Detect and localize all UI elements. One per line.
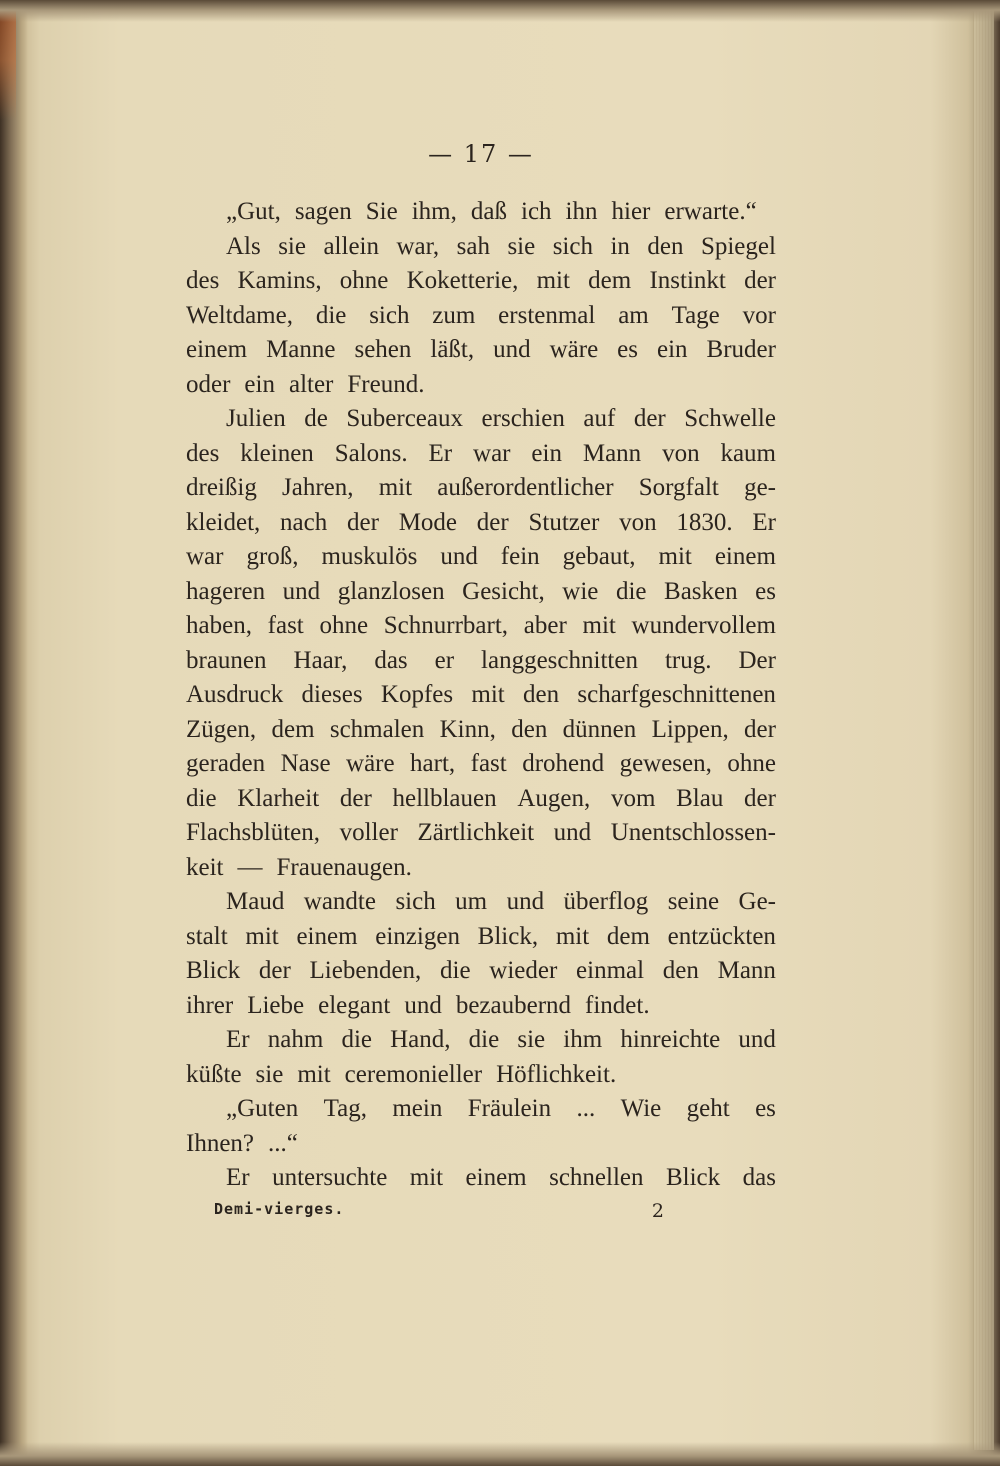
text-line: Weltdame, die sich zum erstenmal am Tage vor bbox=[186, 301, 776, 329]
text-line: kleidet, nach der Mode der Stutzer von 1830. Er bbox=[186, 508, 776, 536]
text-line: Ausdruck dieses Kopfes mit den scharfgeschnittenen bbox=[186, 681, 776, 708]
text-line: Maud wandte sich um und überflog seine Ge- bbox=[226, 888, 776, 915]
text-line: braunen Haar, das er langgeschnitten trug. Der bbox=[186, 646, 776, 674]
page-stack-edge bbox=[973, 10, 994, 1450]
text-line: Blick der Liebenden, die wieder einmal den Mann bbox=[186, 957, 776, 984]
book-gutter bbox=[0, 0, 28, 1466]
text-line: des kleinen Salons. Er war ein Mann von kaum bbox=[186, 439, 776, 467]
page-footer bbox=[214, 1200, 664, 1222]
text-line: „Guten Tag, mein Fräulein ... Wie geht es bbox=[226, 1095, 776, 1122]
text-line: war groß, muskulös und fein gebaut, mit einem bbox=[186, 543, 776, 570]
text-line: Als sie allein war, sah sie sich in den Spiegel bbox=[226, 232, 776, 260]
text-line: küßte sie mit ceremonieller Höflichkeit. bbox=[186, 1060, 617, 1088]
text-line: Zügen, dem schmalen Kinn, den dünnen Lippen, der bbox=[186, 715, 776, 743]
book-page bbox=[186, 140, 776, 1220]
text-line: keit — Frauenaugen. bbox=[186, 853, 412, 881]
text-line: „Gut, sagen Sie ihm, daß ich ihn hier erwarte.“ bbox=[226, 198, 757, 225]
text-line: einem Manne sehen läßt, und wäre es ein Bruder bbox=[186, 336, 776, 363]
signature-number: 2 bbox=[651, 1200, 664, 1222]
text-line: die Klarheit der hellblauen Augen, vom Blau der bbox=[186, 784, 776, 812]
text-line: hageren und glanzlosen Gesicht, wie die Basken es bbox=[186, 577, 776, 605]
text-line: dreißig Jahren, mit außerordentlicher Sorgfalt ge- bbox=[186, 474, 776, 501]
page-number-header: — 17 — bbox=[428, 140, 534, 168]
text-line: Flachsblüten, voller Zärtlichkeit und Unentschlossen- bbox=[186, 819, 776, 846]
text-line: geraden Nase wäre hart, fast drohend gewesen, ohne bbox=[186, 750, 776, 777]
scan-top-edge bbox=[0, 0, 1000, 22]
text-line: des Kamins, ohne Koketterie, mit dem Instinkt der bbox=[186, 267, 776, 294]
text-line: Ihnen? ...“ bbox=[186, 1129, 298, 1157]
text-line: Er nahm die Hand, die sie ihm hinreichte und bbox=[226, 1026, 776, 1053]
scan-bottom-edge bbox=[0, 1442, 1000, 1466]
text-line: oder ein alter Freund. bbox=[186, 370, 425, 398]
text-line: haben, fast ohne Schnurrbart, aber mit wundervollem bbox=[186, 612, 776, 639]
text-line: Julien de Suberceaux erschien auf der Schwelle bbox=[226, 405, 776, 432]
text-line: ihrer Liebe elegant und bezaubernd findet. bbox=[186, 991, 650, 1019]
page-text bbox=[186, 195, 776, 1196]
text-line: stalt mit einem einzigen Blick, mit dem entzückten bbox=[186, 922, 776, 950]
signature-mark: Demi-vierges. bbox=[214, 1200, 345, 1218]
text-line: Er untersuchte mit einem schnellen Blick das bbox=[226, 1164, 776, 1191]
